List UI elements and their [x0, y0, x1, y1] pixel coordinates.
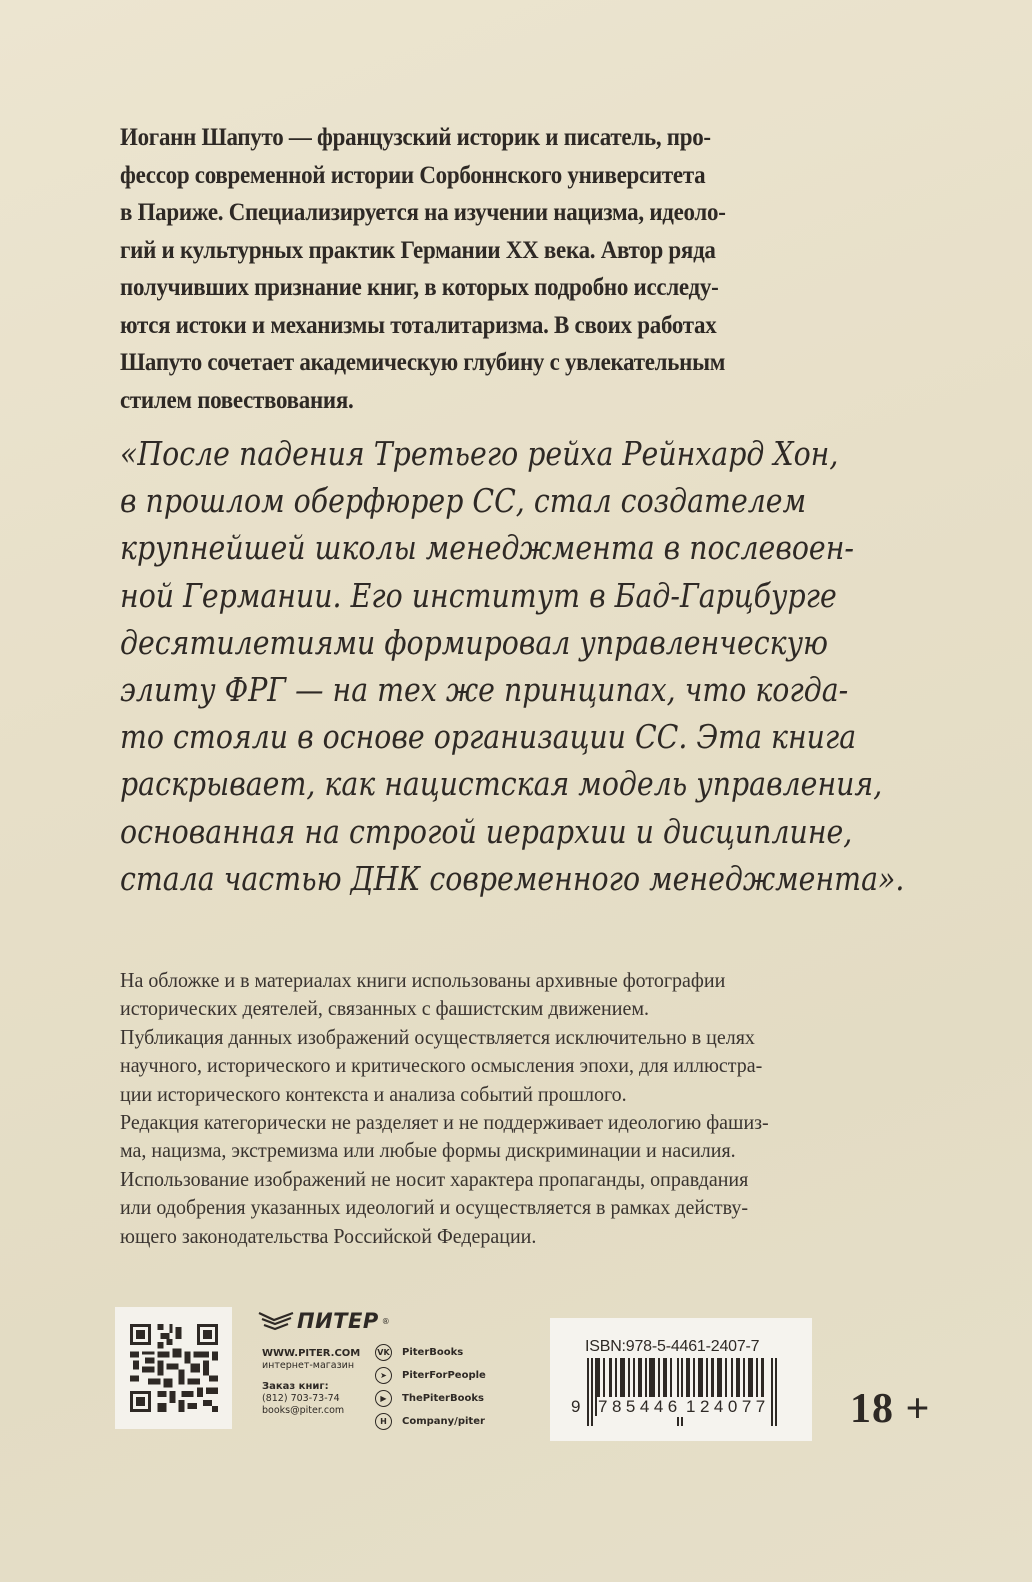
isbn-barcode-label [550, 1318, 812, 1441]
youtube-play-icon: ▶ [375, 1390, 392, 1407]
barcode-digit-first: 9 [571, 1397, 585, 1416]
disclaimer [120, 966, 769, 1250]
disclaimer-line: ма, нацизма, экстремизма или любые формы дискриминации и насилия. [120, 1138, 736, 1163]
quote-line: раскрывает, как нацистская модель управления, [120, 764, 883, 804]
quote-line: стала частью ДНК современного менеджмента». [120, 858, 905, 898]
social-label: PiterForPeople [402, 1370, 486, 1381]
publisher-name: ПИТЕР [297, 1309, 379, 1333]
website-caption: интернет-магазин [262, 1360, 355, 1371]
disclaimer-line: ющего законодательства Российской Федерации. [120, 1223, 537, 1248]
social-label: Company/piter [402, 1416, 485, 1427]
qr-code-icon [130, 1322, 218, 1414]
barcode-digits-right: 124077 [686, 1397, 770, 1416]
social-label: ThePiterBooks [402, 1393, 484, 1404]
telegram-icon: ➤ [375, 1367, 392, 1384]
order-label: Заказ книг: [262, 1381, 329, 1392]
disclaimer-line: исторических деятелей, связанных с фашистским движением. [120, 996, 649, 1021]
hh-icon: H [375, 1413, 392, 1430]
social-label: PiterBooks [402, 1347, 464, 1358]
disclaimer-line: Публикация данных изображений осуществляется исключительно в целях [120, 1024, 755, 1049]
quote-line: основанная на строгой иерархии и дисциплине, [120, 811, 853, 851]
bio-line: Шапуто сочетает академическую глубину с увлекательным [120, 347, 726, 376]
bio-line: стилем повествования. [120, 384, 354, 414]
author-bio [120, 118, 932, 418]
quote-line: крупнейшей школы менеджмента в послевоен- [120, 528, 855, 568]
quote-line: в прошлом оберфюрер СС, стал создателем [120, 481, 807, 521]
age-rating: 18 + [850, 1386, 931, 1432]
quote-line: ной Германии. Его институт в Бад-Гарцбурге [120, 575, 837, 615]
bio-line: ются истоки и механизмы тоталитаризма. В своих работах [120, 309, 717, 339]
blurb-quote [120, 430, 904, 902]
order-email[interactable]: books@piter.com [262, 1405, 345, 1416]
disclaimer-line: Использование изображений не носит характера пропаганды, оправдания [120, 1166, 749, 1191]
piter-bird-icon [258, 1310, 294, 1332]
quote-line: то стояли в основе организации СС. Эта книга [120, 717, 857, 757]
quote-line: «После падения Третьего рейха Рейнхард Хон, [120, 434, 839, 473]
disclaimer-line: Редакция категорически не разделяет и не поддерживает идеологию фашиз- [120, 1110, 769, 1135]
bio-line: гий и культурных практик Германии XX века. Автор ряда [120, 234, 716, 264]
barcode-digits-left: 785446 [598, 1397, 682, 1416]
bio-line: фессор современной истории Сорбоннского университета [120, 159, 706, 189]
registered-mark: ® [381, 1316, 390, 1326]
bio-line: Иоганн Шапуто — французский историк и писатель, про- [120, 122, 711, 151]
social-link-vk[interactable] [375, 1341, 486, 1364]
social-link-youtube[interactable] [375, 1387, 486, 1410]
order-phone[interactable]: (812) 703-73-74 [262, 1393, 340, 1404]
publisher-contacts [262, 1348, 360, 1417]
social-link-hh[interactable] [375, 1410, 486, 1433]
disclaimer-line: научного, исторического и критического осмысления эпохи, для иллюстра- [120, 1053, 763, 1078]
disclaimer-line: На обложке и в материалах книги использованы архивные фотографии [120, 968, 726, 992]
quote-line: десятилетиями формировал управленческую [120, 622, 829, 662]
qr-code[interactable] [115, 1307, 232, 1429]
vk-icon: VK [375, 1344, 392, 1361]
disclaimer-line: или одобрения указанных идеологий и осуществляется в рамках действу- [120, 1195, 749, 1220]
bio-line: получивших признание книг, в которых подробно исследу- [120, 272, 719, 301]
website-link[interactable]: WWW.PITER.COM [262, 1348, 361, 1359]
social-link-telegram[interactable] [375, 1364, 486, 1387]
isbn-number: ISBN:978-5-4461-2407-7 [585, 1338, 760, 1355]
quote-line: элиту ФРГ — на тех же принципах, что когда- [120, 670, 849, 710]
social-links [375, 1341, 486, 1433]
disclaimer-line: ции исторического контекста и анализа событий прошлого. [120, 1081, 627, 1106]
bio-line: в Париже. Специализируется на изучении нацизма, идеоло- [120, 197, 726, 226]
publisher-logo [258, 1309, 390, 1333]
